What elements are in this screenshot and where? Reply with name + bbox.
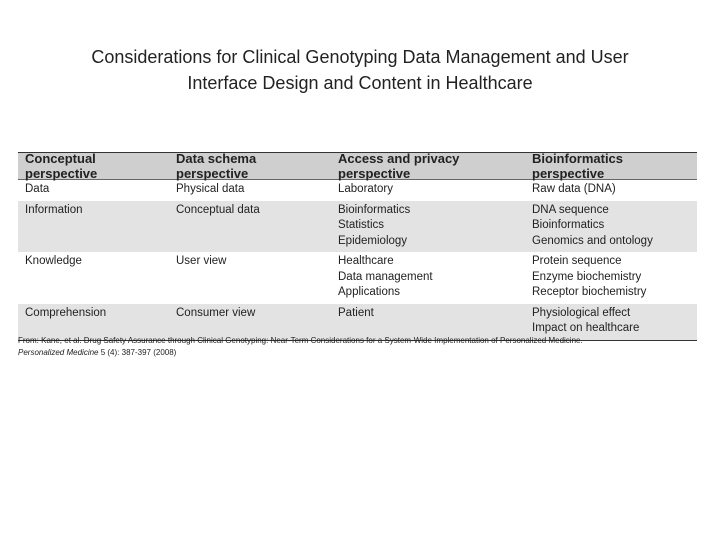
table-cell — [331, 203, 525, 250]
cell-text: Epidemiology — [338, 234, 408, 247]
citation-line-1: From: Kane, et al. Drug Safety Assurance through Clinical Genotyping: Near-Term Considerations for a System-Wide Implementation of Personalized Medicine. — [18, 336, 583, 345]
cell-text: Knowledge — [25, 255, 82, 267]
citation-volume-pages: 5 (4): 387-397 (2008) — [98, 348, 177, 357]
cell-text: Data — [25, 183, 50, 195]
cell-text: Statistics — [338, 219, 385, 231]
cell-text: Enzyme biochemistry — [532, 270, 642, 283]
table-cell — [18, 306, 169, 337]
header-data-schema-perspective: Data schema perspective — [176, 151, 257, 181]
table-cell — [331, 182, 525, 198]
table-cell — [18, 203, 169, 250]
cell-text: Laboratory — [338, 183, 393, 195]
cell-text: Protein sequence — [532, 255, 622, 267]
cell-text: Raw data (DNA) — [532, 183, 616, 195]
table-row — [18, 201, 697, 253]
table-cell — [331, 254, 525, 301]
cell-text: Conceptual data — [176, 203, 260, 216]
slide-title-line-1: Considerations for Clinical Genotyping Data Management and User — [91, 47, 629, 67]
cell-text: Data management — [338, 270, 433, 283]
table-body — [18, 180, 697, 340]
cell-text: Consumer view — [176, 306, 256, 319]
table-cell — [18, 182, 169, 198]
table-cell — [525, 182, 697, 198]
perspectives-table — [18, 152, 697, 341]
table-cell — [169, 182, 331, 198]
cell-text: Receptor biochemistry — [532, 286, 647, 298]
table-row — [18, 252, 697, 304]
table-cell — [18, 254, 169, 301]
table-header-row — [18, 153, 697, 180]
slide-title-line-2: Interface Design and Content in Healthcare — [187, 73, 533, 93]
table-cell — [169, 203, 331, 250]
header-conceptual-perspective: Conceptual perspective — [25, 151, 98, 181]
table-cell — [525, 254, 697, 301]
cell-text: Information — [25, 203, 83, 216]
cell-text: Comprehension — [25, 306, 107, 319]
cell-text: Applications — [338, 286, 401, 298]
table-cell — [525, 306, 697, 337]
citation-journal: Personalized Medicine — [18, 348, 99, 357]
cell-text: Genomics and ontology — [532, 234, 653, 247]
table-row — [18, 180, 697, 201]
cell-text: Patient — [338, 306, 374, 319]
citation-line-2 — [18, 347, 708, 359]
cell-text: Impact on healthcare — [532, 322, 640, 334]
source-citation — [18, 335, 708, 359]
header-access-privacy-perspective: Access and privacy perspective — [338, 151, 460, 181]
cell-text: DNA sequence — [532, 203, 609, 216]
table-cell — [169, 306, 331, 337]
table-cell — [331, 306, 525, 337]
table-cell — [169, 254, 331, 301]
cell-text: User view — [176, 255, 227, 267]
table-cell — [525, 203, 697, 250]
cell-text: Physiological effect — [532, 306, 631, 319]
slide-title — [60, 44, 660, 96]
cell-text: Bioinformatics — [532, 219, 605, 231]
header-bioinformatics-perspective: Bioinformatics perspective — [532, 151, 624, 181]
cell-text: Physical data — [176, 183, 245, 195]
cell-text: Healthcare — [338, 255, 394, 267]
cell-text: Bioinformatics — [338, 203, 411, 216]
